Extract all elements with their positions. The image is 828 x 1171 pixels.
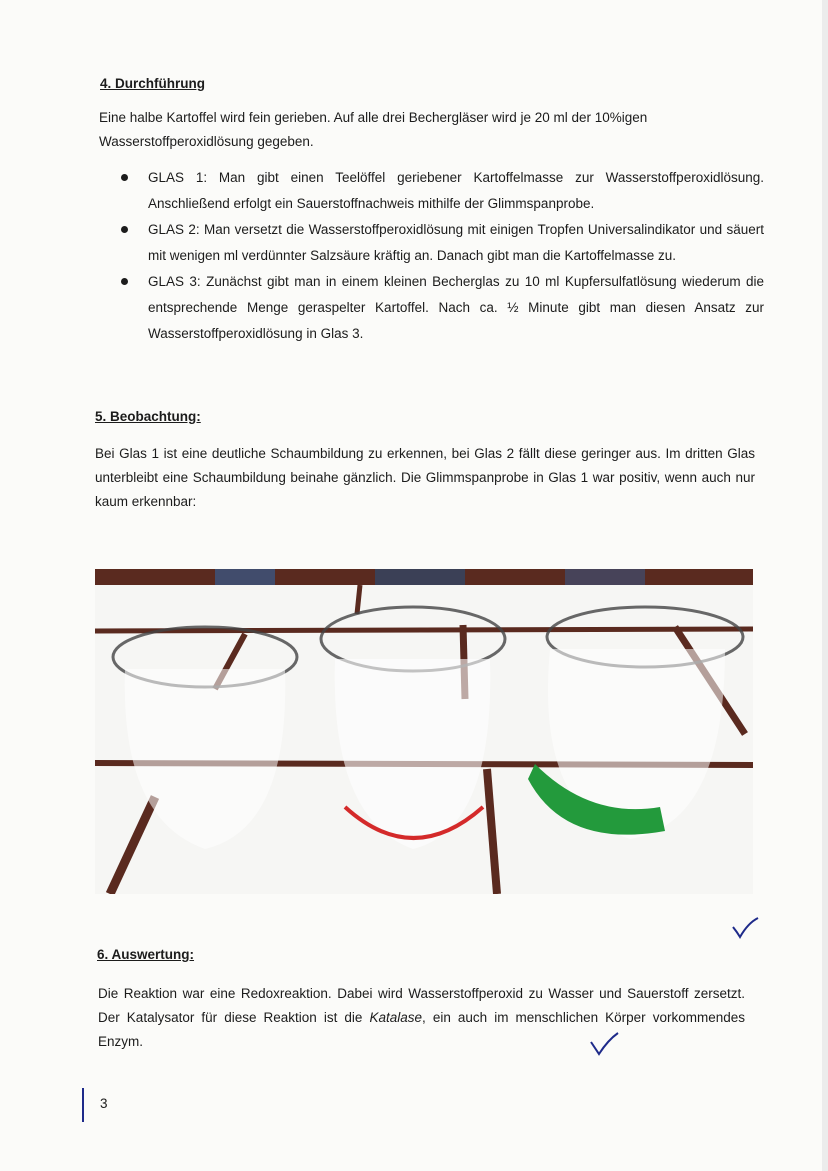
bullet-icon xyxy=(121,174,128,181)
list-item xyxy=(100,165,764,217)
section-6-text-end: , ein auch im menschlichen Körper vorkommendes Enzym. xyxy=(98,1010,746,1049)
section-4-intro: Eine halbe Kartoffel wird fein gerieben. Auf alle drei Bechergläser wird je 20 ml der 10%igen Wasserstoffperoxidlösung gegeben. xyxy=(99,110,648,149)
checkmark-icon xyxy=(730,915,760,941)
margin-bar xyxy=(82,1088,84,1122)
list-item-text: GLAS 2: Man versetzt die Wasserstoffperoxidlösung mit einigen Tropfen Universalindikator und säuert mit wenigen ml verdünnter Salzsäure kräftig an. Danach gibt man die Kartoffelmasse zu. xyxy=(148,222,764,263)
page-edge xyxy=(822,0,828,1171)
list-item-text: GLAS 1: Man gibt einen Teelöffel geriebener Kartoffelmasse zur Wasserstoffperoxidlösung. Anschließend erfolgt ein Sauerstoffnachweis mithilfe der Glimmspanprobe. xyxy=(148,170,764,211)
katalase-term: Katalase xyxy=(369,1010,423,1025)
list-item xyxy=(100,269,764,347)
section-4-heading: 4. Durchführung xyxy=(100,76,205,91)
section-6-text-start: Die Reaktion war eine Redoxreaktion. Dabei wird Wasserstoffperoxid zu Wasser und Sauerstoff zersetzt. Der Katalysator für diese Reaktion ist die xyxy=(98,986,745,1025)
list-item-text: GLAS 3: Zunächst gibt man in einem kleinen Becherglas zu 10 ml Kupfersulfatlösung wiederum die entsprechende Menge geraspelter Kartoffel. Nach ca. ½ Minute gibt man diesen Ansatz zur Wasserstoffperoxidlösung in Glas 3. xyxy=(148,274,764,341)
list-item xyxy=(100,217,764,269)
procedure-list xyxy=(100,165,764,347)
section-6-text xyxy=(98,982,745,1054)
experiment-photo xyxy=(95,569,753,894)
section-6-heading: 6. Auswertung: xyxy=(97,947,195,962)
page-number: 3 xyxy=(100,1096,108,1111)
bullet-icon xyxy=(121,226,128,233)
section-5-heading: 5. Beobachtung: xyxy=(95,409,201,424)
section-5-text: Bei Glas 1 ist eine deutliche Schaumbildung zu erkennen, bei Glas 2 fällt diese geringer aus. Im dritten Glas unterbleibt eine Schaumbildung beinahe gänzlich. Die Glimmspanprobe in Glas 1 war positiv, wenn auch nur kaum erkennbar: xyxy=(95,446,755,509)
bullet-icon xyxy=(121,278,128,285)
checkmark-icon xyxy=(588,1030,620,1058)
